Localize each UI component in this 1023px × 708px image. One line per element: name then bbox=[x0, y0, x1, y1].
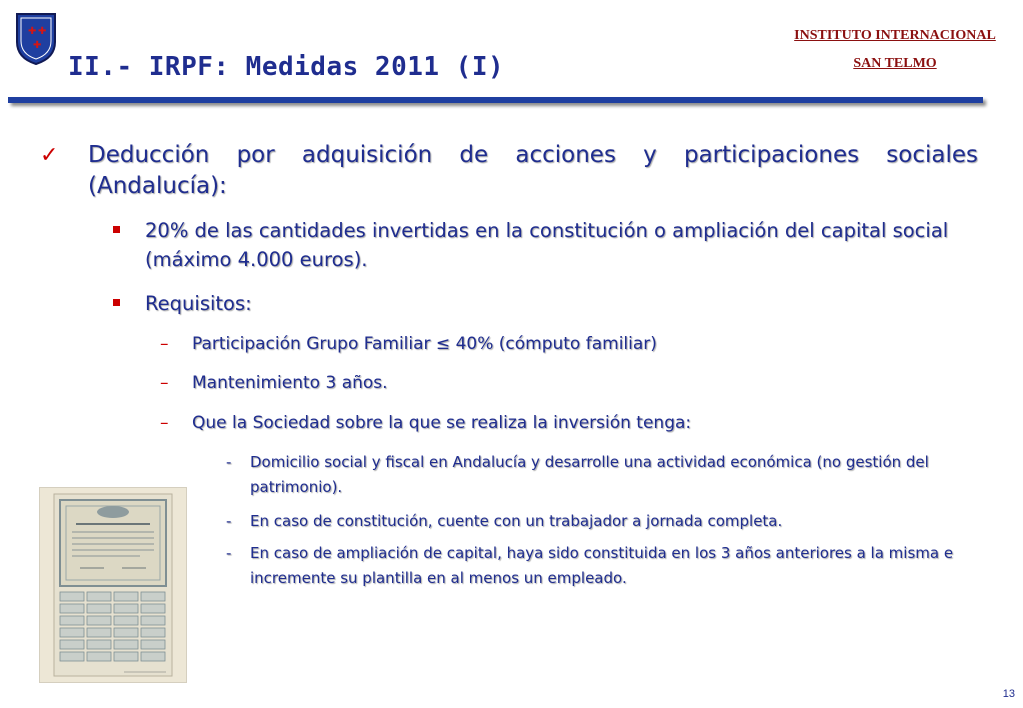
requirement-item bbox=[160, 411, 980, 435]
dash-bullet-icon: – bbox=[160, 413, 169, 433]
square-bullet-icon bbox=[113, 299, 120, 306]
square-bullet-icon bbox=[113, 226, 120, 233]
requirement-item bbox=[160, 371, 980, 395]
checkmark-icon: ✓ bbox=[40, 143, 59, 168]
dash-bullet-icon: - bbox=[226, 512, 232, 530]
sub-bullet-percentage bbox=[113, 216, 979, 274]
requirement-text: Participación Grupo Familiar ≤ 40% (cómputo familiar) bbox=[192, 334, 657, 354]
dash-bullet-icon: - bbox=[226, 544, 232, 562]
svg-text:✚: ✚ bbox=[28, 26, 37, 37]
requirement-item bbox=[160, 332, 980, 356]
condition-item bbox=[226, 509, 986, 534]
dash-bullet-icon: – bbox=[160, 334, 169, 354]
condition-item bbox=[226, 450, 986, 500]
main-bullet bbox=[40, 140, 978, 202]
requirement-text: Mantenimiento 3 años. bbox=[192, 373, 388, 393]
institute-name-line2: SAN TELMO bbox=[853, 56, 937, 71]
sub-bullet-text: 20% de las cantidades invertidas en la constitución o ampliación del capital social (máximo 4.000 euros). bbox=[145, 219, 949, 271]
dash-bullet-icon: - bbox=[226, 453, 232, 471]
dash-bullet-icon: – bbox=[160, 373, 169, 393]
page-title: II.- IRPF: Medidas 2011 (I) bbox=[68, 52, 505, 82]
condition-text: En caso de constitución, cuente con un trabajador a jornada completa. bbox=[250, 512, 783, 530]
institute-name-line1: INSTITUTO INTERNACIONAL bbox=[794, 28, 996, 43]
condition-text: Domicilio social y fiscal en Andalucía y desarrolle una actividad económica (no gestión del patrimonio). bbox=[250, 453, 929, 496]
sub-bullet-text: Requisitos: bbox=[145, 292, 252, 315]
svg-text:✚: ✚ bbox=[38, 26, 47, 37]
institute-crest-icon bbox=[15, 12, 57, 66]
page-number: 13 bbox=[1002, 688, 1015, 700]
condition-item bbox=[226, 541, 986, 591]
share-certificate-image bbox=[39, 487, 187, 683]
requirement-text: Que la Sociedad sobre la que se realiza la inversión tenga: bbox=[192, 413, 692, 433]
condition-text: En caso de ampliación de capital, haya sido constituida en los 3 años anteriores a la misma e incremente su plantilla en al menos un empleado. bbox=[250, 544, 954, 587]
sub-bullet-requisitos bbox=[113, 289, 979, 318]
main-bullet-text: Deducción por adquisición de acciones y participaciones sociales (Andalucía): bbox=[88, 142, 978, 199]
svg-text:✚: ✚ bbox=[33, 40, 42, 51]
header-divider bbox=[8, 97, 983, 103]
